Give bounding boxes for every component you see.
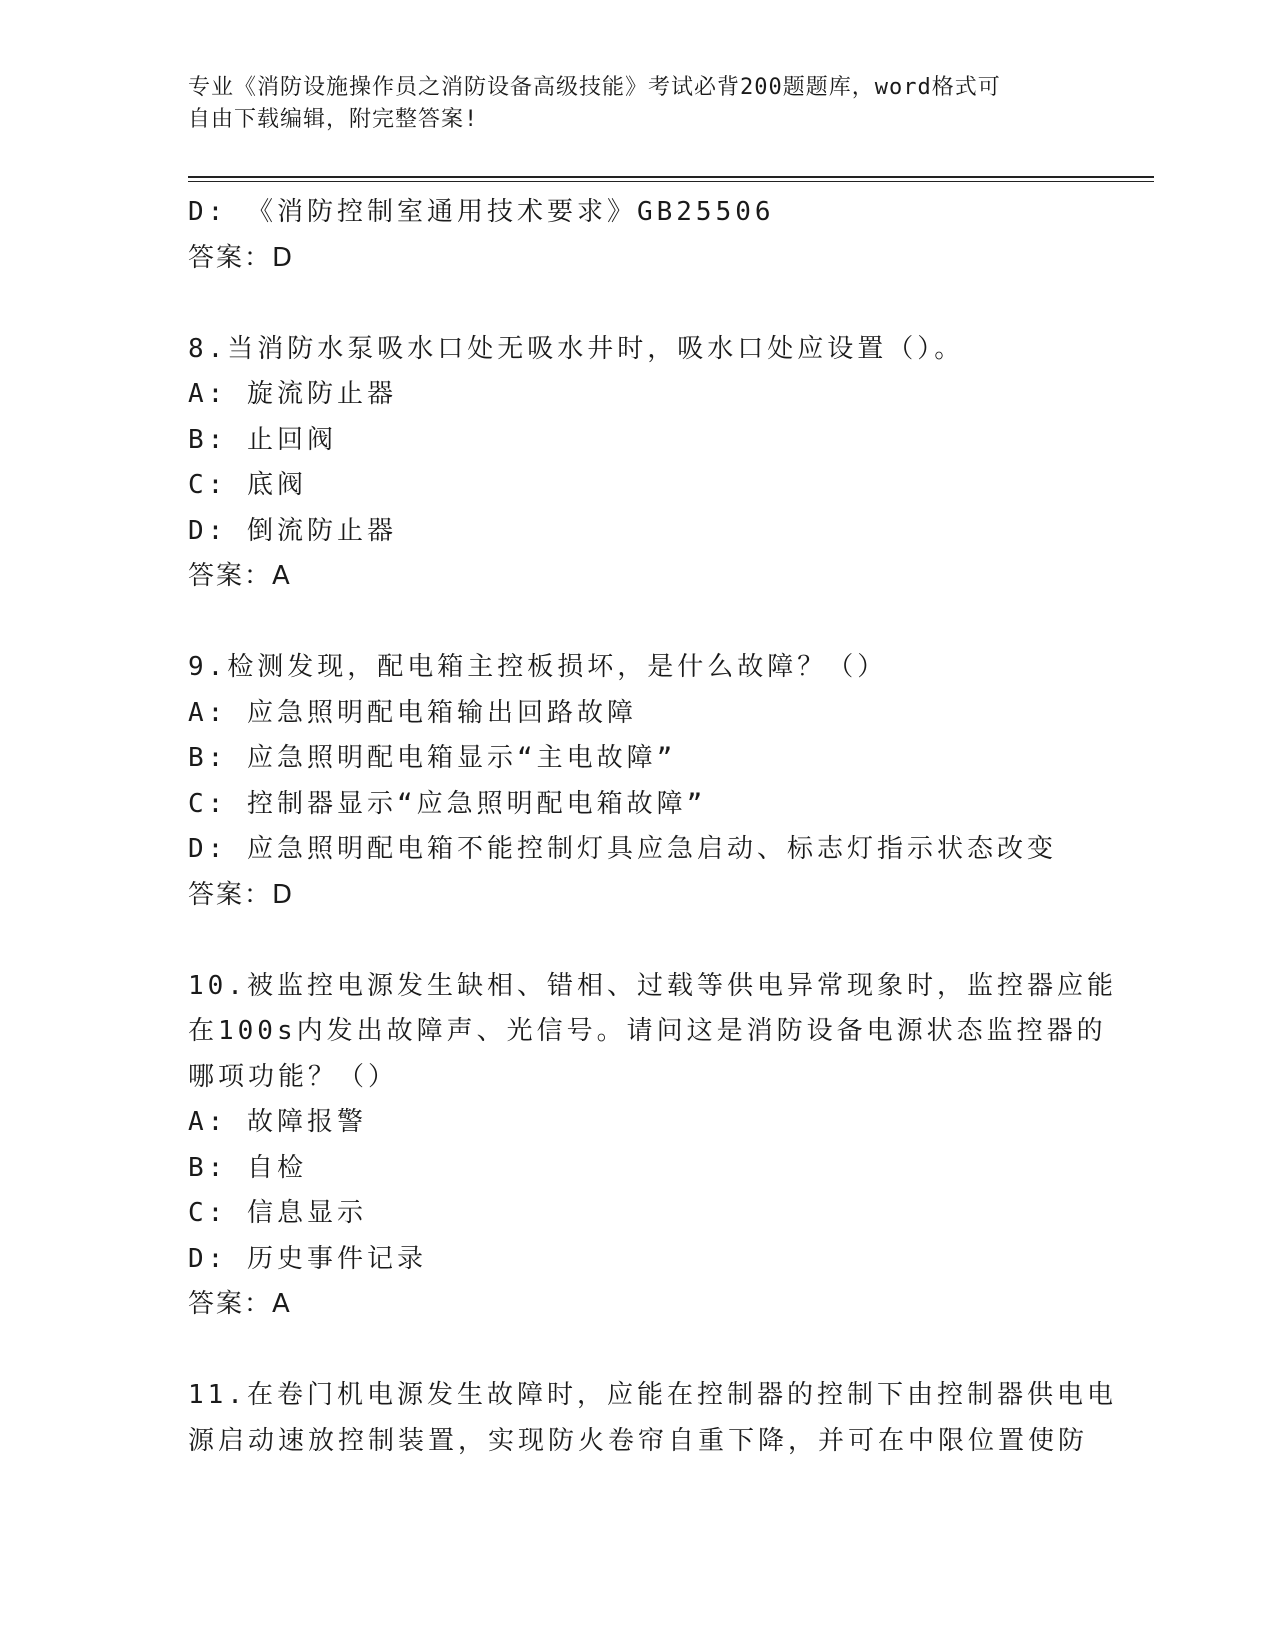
option-b: B: 止回阀 (188, 424, 337, 455)
option-d: D: 历史事件记录 (188, 1243, 427, 1274)
option-a: A: 应急照明配电箱输出回路故障 (188, 697, 637, 728)
option-c: C: 底阀 (188, 470, 307, 500)
option-c: C: 信息显示 (188, 1198, 367, 1228)
option-b: B: 应急照明配电箱显示“主电故障” (188, 743, 677, 773)
question-text-line-2: 源启动速放控制装置，实现防火卷帘自重下降，并可在中限位置使防 (188, 1425, 1089, 1456)
question-text-line-2: 在100s内发出故障声、光信号。请问这是消防设备电源状态监控器的 (188, 1016, 1107, 1046)
spacer (188, 281, 1088, 327)
question-text-line-1: 11.在卷门机电源发生故障时，应能在控制器的控制下由控制器供电电 (188, 1380, 1117, 1410)
spacer (188, 1328, 1088, 1374)
answer-line: 答案：D (188, 242, 295, 273)
document-body (188, 190, 1117, 1464)
header-divider (188, 176, 1154, 182)
answer-line: 答案：A (188, 561, 292, 591)
option-d: D: 应急照明配电箱不能控制灯具应急启动、标志灯指示状态改变 (188, 834, 1057, 864)
answer-line: 答案：D (188, 879, 295, 910)
option-d: D: 倒流防止器 (188, 515, 397, 546)
document-header (188, 72, 1088, 136)
option-c: C: 控制器显示“应急照明配电箱故障” (188, 788, 707, 819)
question-text: 8.当消防水泵吸水口处无吸水井时，吸水口处应设置（）。 (188, 333, 965, 364)
answer-line: 答案：A (188, 1289, 292, 1319)
option-a: A: 故障报警 (188, 1107, 367, 1137)
question-text-line-3: 哪项功能？（） (188, 1061, 399, 1092)
option-d: D: 《消防控制室通用技术要求》GB25506 (188, 197, 775, 227)
question-text-line-1: 10.被监控电源发生缺相、错相、过载等供电异常现象时，监控器应能 (188, 970, 1117, 1001)
option-a: A: 旋流防止器 (188, 379, 397, 409)
question-text: 9.检测发现，配电箱主控板损坏，是什么故障？（） (188, 652, 888, 682)
option-b: B: 自检 (188, 1152, 307, 1183)
header-line-2: 自由下载编辑，附完整答案! (188, 107, 479, 132)
header-line-1: 专业《消防设施操作员之消防设备高级技能》考试必背200题题库，word格式可 (188, 75, 1001, 100)
spacer (188, 918, 1088, 964)
spacer (188, 600, 1088, 646)
